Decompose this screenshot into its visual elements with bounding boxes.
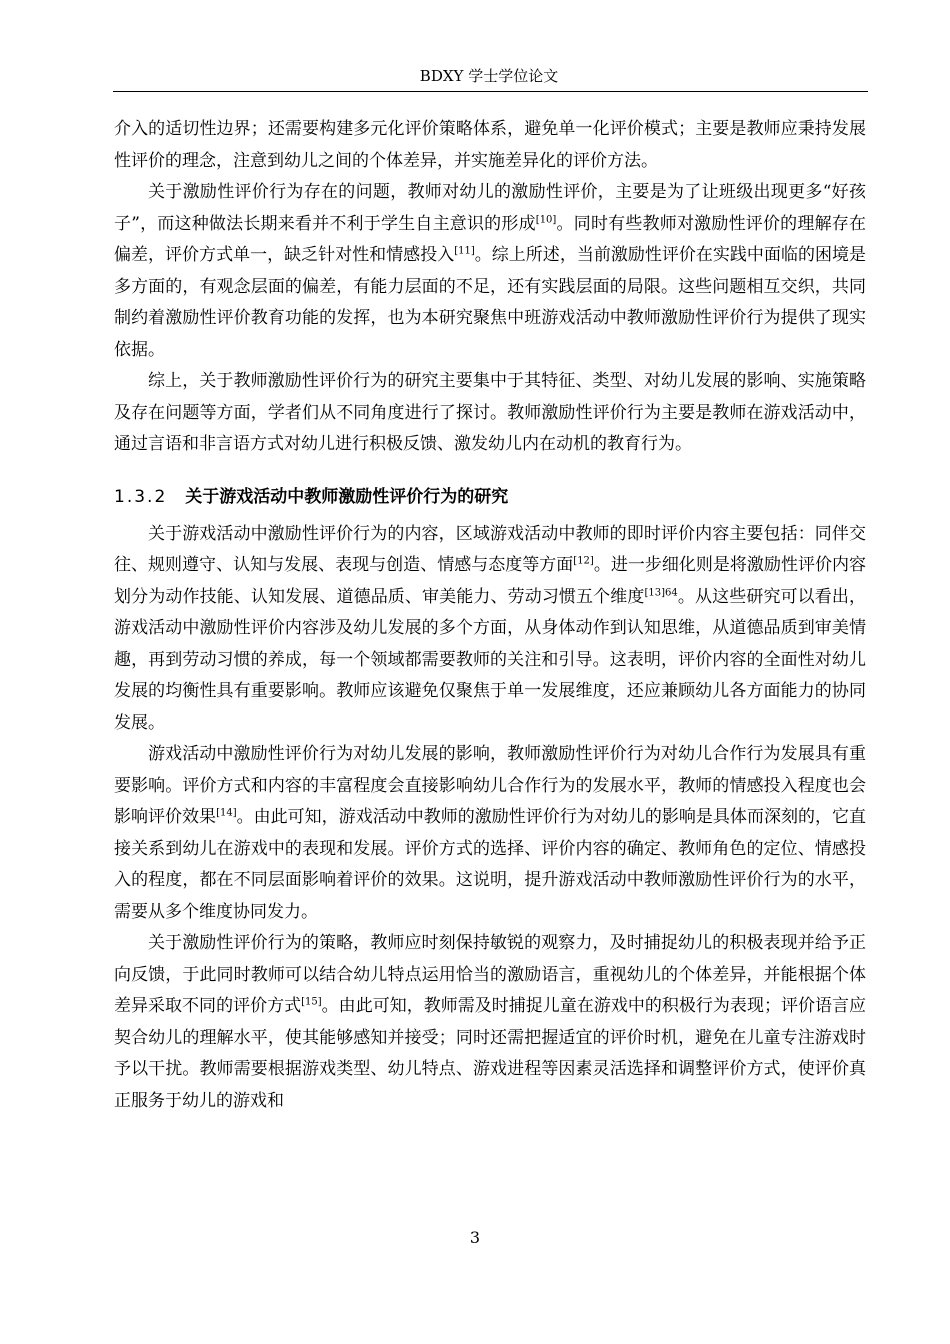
text-run: 关于游戏活动中激励性评价行为的内容，区域游戏活动中教师的即时评价内容主要包括：同伴交往、规则遵守、认知与发展、表现与创造、情感与态度等方面 <box>114 523 866 575</box>
text-run: 游戏活动中激励性评价行为对幼儿发展的影响，教师激励性评价行为对幼儿合作行为发展具有重要影响。评价方式和内容的丰富程度会直接影响幼儿合作行为的发展水平，教师的情感投入程度也会影响评价效果 <box>114 744 866 827</box>
text-run: 关于激励性评价行为的策略，教师应时刻保持敏锐的观察力，及时捕捉幼儿的积极表现并给予正向反馈，于此同时教师可以结合幼儿特点运用恰当的激励语言，重视幼儿的个体差异，并能根据个体差异采取不同的评价方式 <box>114 933 866 1016</box>
section-title: 关于游戏活动中教师激励性评价行为的研究 <box>185 486 509 507</box>
text-run: 关于激励性评价行为存在的问题，教师对幼儿的激励性评价，主要是为了让班级出现更多“好孩子”，而这种做法长期来看并不利于学生自主意识的形成 <box>114 182 866 234</box>
text-run: 。进一步细化则是将激励性评价内容划分为动作技能、认知发展、道德品质、审美能力、劳动习惯五个维度 <box>114 555 867 607</box>
section-number: 1.3.2 <box>114 486 168 507</box>
section-gap <box>114 461 866 479</box>
body-text <box>114 114 866 1117</box>
paragraph-content <box>114 519 866 740</box>
citation-ref: [13]64 <box>644 586 678 598</box>
paragraph-problems <box>114 177 866 366</box>
citation-ref: [11] <box>454 245 475 257</box>
paragraph-continued: 介入的适切性边界；还需要构建多元化评价策略体系，避免单一化评价模式；主要是教师应秉持发展性评价的理念，注意到幼儿之间的个体差异，并实施差异化的评价方法。 <box>114 119 866 171</box>
text-run: 。从这些研究可以看出，游戏活动中激励性评价内容涉及幼儿发展的多个方面，从身体动作到认知思维，从道德品质到审美情趣，再到劳动习惯的养成，每一个领域都需要教师的关注和引导。这表明，评价内容的全面性对幼儿发展的均衡性具有重要影响。教师应该避免仅聚焦于单一发展维度，还应兼顾幼儿各方面能力的协同发展。 <box>114 586 867 733</box>
running-header: BDXY 学士学位论文 <box>419 67 559 85</box>
header-rule <box>113 91 868 92</box>
text-run: 。由此可知，教师需及时捕捉儿童在游戏中的积极行为表现；评价语言应契合幼儿的理解水平，使其能够感知并接受；同时还需把握适宜的评价时机，避免在儿童专注游戏时予以干扰。教师需要根据游戏类型、幼儿特点、游戏进程等因素灵活选择和调整评价方式，使评价真正服务于幼儿的游戏和 <box>114 996 867 1111</box>
paragraph-summary: 综上，关于教师激励性评价行为的研究主要集中于其特征、类型、对幼儿发展的影响、实施策略及存在问题等方面，学者们从不同角度进行了探讨。教师激励性评价行为主要是教师在游戏活动中，通过言语和非言语方式对幼儿进行积极反馈、激发幼儿内在动机的教育行为。 <box>114 371 866 454</box>
text-run: 。由此可知，游戏活动中教师的激励性评价行为对幼儿的影响是具体而深刻的，它直接关系到幼儿在游戏中的表现和发展。评价方式的选择、评价内容的确定、教师角色的定位、情感投入的程度，都在不同层面影响着评价的效果。这说明，提升游戏活动中教师激励性评价行为的水平，需要从多个维度协同发力。 <box>114 807 867 922</box>
page-number: 3 <box>469 1228 481 1247</box>
section-heading <box>114 479 866 515</box>
text-run: 。同时有些教师对激励性评价的理解存在偏差，评价方式单一，缺乏针对性和情感投入 <box>114 213 866 265</box>
citation-ref: [12] <box>573 555 594 567</box>
citation-ref: [14] <box>216 807 237 819</box>
paragraph-impact <box>114 739 866 928</box>
paragraph-strategy <box>114 928 866 1117</box>
citation-ref: [10] <box>535 213 557 225</box>
text-run: 。综上所述，当前激励性评价在实践中面临的困境是多方面的，有观念层面的偏差，有能力层面的不足，还有实践层面的局限。这些问题相互交织，共同制约着激励性评价教育功能的发挥，也为本研究聚焦中班游戏活动中教师激励性评价行为提供了现实依据。 <box>114 245 866 360</box>
citation-ref: [15] <box>301 996 322 1008</box>
